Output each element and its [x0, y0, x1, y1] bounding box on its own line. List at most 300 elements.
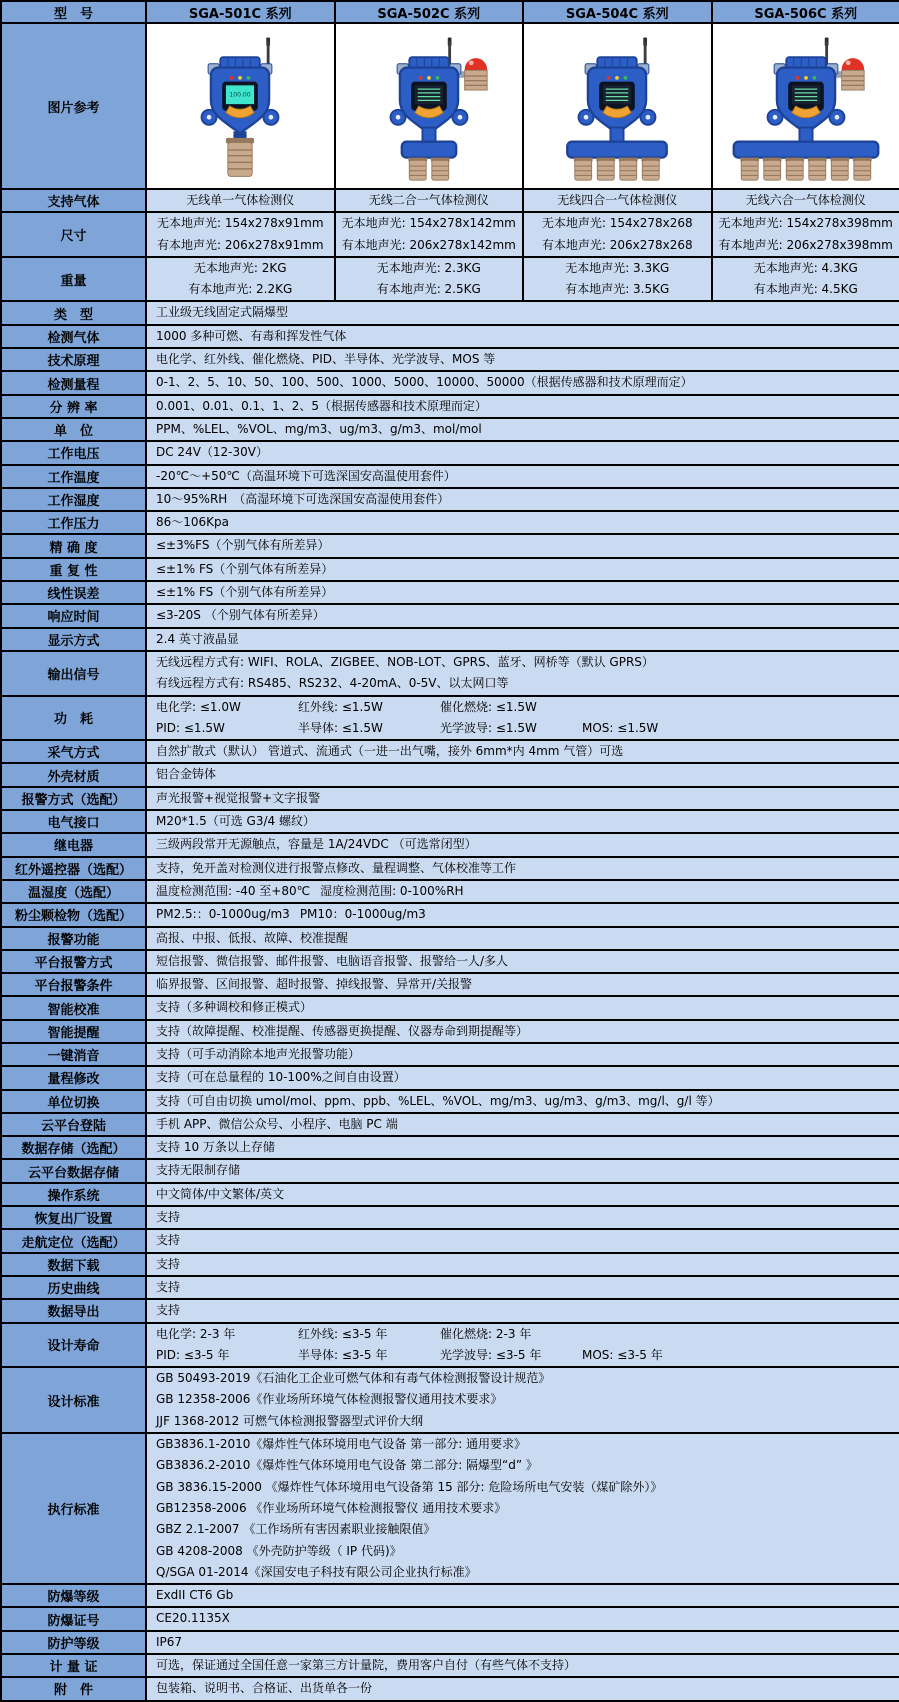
- product-image: [343, 30, 515, 182]
- product-image-cell: [146, 23, 335, 189]
- spec-value-cell: [146, 763, 899, 786]
- spec-line: [156, 605, 899, 626]
- spec-value-cell: [146, 787, 899, 810]
- table-row: [1, 950, 899, 973]
- spec-line: [156, 1411, 899, 1432]
- spec-value-cell: [146, 857, 899, 880]
- spec-text: 支持 10 万条以上存储: [156, 1137, 275, 1158]
- table-row: [1, 348, 899, 371]
- spec-text: MOS: ≤3-5 年: [582, 1345, 714, 1366]
- spec-text: M20*1.5（可选 G3/4 螺纹）: [156, 811, 315, 832]
- spec-line: [156, 673, 899, 694]
- row-label: 智能提醒: [1, 1020, 146, 1043]
- spec-value-cell: [146, 927, 899, 950]
- spec-text: GB12358-2006 《作业场所环境气体检测报警仪 通用技术要求》: [156, 1498, 506, 1519]
- svg-text:100.00: 100.00: [230, 92, 251, 99]
- spec-value-cell: [146, 371, 899, 394]
- spec-value-cell: [146, 628, 899, 651]
- spec-line: [156, 1541, 899, 1562]
- row-label: 粉尘颗检物（选配）: [1, 903, 146, 926]
- spec-line: [156, 1678, 899, 1699]
- table-row: [1, 740, 899, 763]
- model-header: SGA-506C 系列: [712, 1, 899, 23]
- spec-text: 无本地声光: 154x278x142mm: [342, 213, 516, 234]
- spec-value-cell: [146, 581, 899, 604]
- spec-line: [156, 697, 899, 718]
- spec-text: 有本地声光: 4.5KG: [754, 279, 858, 300]
- row-label: 防护等级: [1, 1631, 146, 1654]
- table-row: [1, 1159, 899, 1182]
- spec-line: [156, 652, 899, 673]
- model-header: SGA-502C 系列: [335, 1, 524, 23]
- spec-value-cell: [146, 903, 899, 926]
- spec-text: 半导体: ≤1.5W: [298, 718, 430, 739]
- spec-text: 0.001、0.01、0.1、1、2、5（根据传感器和技术原理而定）: [156, 396, 487, 417]
- table-row: [1, 973, 899, 996]
- spec-line: [156, 1160, 899, 1181]
- spec-value-cell: [146, 1276, 899, 1299]
- spec-value-cell: [712, 189, 899, 212]
- row-label: 一键消音: [1, 1043, 146, 1066]
- table-row: [1, 1677, 899, 1700]
- row-label: 工作湿度: [1, 488, 146, 511]
- spec-value-cell: [146, 1206, 899, 1229]
- spec-value-cell: [146, 1323, 899, 1368]
- row-label: 继电器: [1, 833, 146, 856]
- spec-text: 自然扩散式（默认） 管道式、流通式（一进一出气嘴，接外 6mm*内 4mm 气管）可选: [156, 741, 623, 762]
- spec-text: 手机 APP、微信公众号、小程序、电脑 PC 端: [156, 1114, 398, 1135]
- table-row: [1, 604, 899, 627]
- spec-value-cell: [146, 534, 899, 557]
- table-row: [1, 1253, 899, 1276]
- spec-text: GB3836.1-2010《爆炸性气体环境用电气设备 第一部分: 通用要求》: [156, 1434, 526, 1455]
- table-row: [1, 628, 899, 651]
- table-row: [1, 1090, 899, 1113]
- spec-text: 支持（故障提醒、校准提醒、传感器更换提醒、仪器寿命到期提醒等）: [156, 1021, 528, 1042]
- row-label: 云平台数据存储: [1, 1159, 146, 1182]
- table-row: [1, 1066, 899, 1089]
- product-image: [720, 30, 892, 182]
- spec-line: [336, 213, 523, 234]
- spec-line: [156, 372, 899, 393]
- spec-text: 铝合金铸体: [156, 764, 216, 785]
- row-label: 执行标准: [1, 1433, 146, 1584]
- spec-value-cell: [146, 1433, 899, 1584]
- spec-text: 无本地声光: 2KG: [194, 258, 287, 279]
- spec-value-cell: [146, 212, 335, 257]
- table-row: [1, 651, 899, 696]
- spec-line: [156, 997, 899, 1018]
- table-row: [1, 418, 899, 441]
- table-row: [1, 1607, 899, 1630]
- spec-text: PM10：0-1000ug/m3: [300, 904, 432, 925]
- spec-value-cell: [146, 1677, 899, 1700]
- spec-text: 三级两段常开无源触点，容量是 1A/24VDC （可选常闭型）: [156, 834, 477, 855]
- row-label: 分 辨 率: [1, 395, 146, 418]
- table-row: [1, 833, 899, 856]
- table-row: [1, 1299, 899, 1322]
- spec-value-cell: [146, 604, 899, 627]
- spec-text: 无本地声光: 4.3KG: [754, 258, 858, 279]
- table-row: [1, 558, 899, 581]
- spec-line: [156, 1091, 899, 1112]
- row-label: 走航定位（选配）: [1, 1229, 146, 1252]
- table-row: [1, 810, 899, 833]
- gas-detector-illustration: [720, 30, 892, 182]
- row-label: 尺寸: [1, 212, 146, 257]
- spec-text: 无本地声光: 3.3KG: [565, 258, 669, 279]
- table-row: [1, 189, 899, 212]
- spec-value-cell: [335, 212, 524, 257]
- row-label: 数据下载: [1, 1253, 146, 1276]
- spec-text: 临界报警、区间报警、超时报警、掉线报警、异常开/关报警: [156, 974, 472, 995]
- row-label: 报警方式（选配）: [1, 787, 146, 810]
- spec-line: [336, 235, 523, 256]
- spec-line: [156, 349, 899, 370]
- spec-line: [156, 1389, 899, 1410]
- spec-value-cell: [335, 257, 524, 302]
- spec-line: [156, 1562, 899, 1583]
- spec-value-cell: [146, 395, 899, 418]
- row-label: 工作压力: [1, 511, 146, 534]
- row-label: 防爆等级: [1, 1584, 146, 1607]
- spec-text: 中文简体/中文繁体/英文: [156, 1184, 284, 1205]
- spec-value-cell: [146, 1367, 899, 1433]
- spec-text: 工业级无线固定式隔爆型: [156, 302, 288, 323]
- row-label: 报警功能: [1, 927, 146, 950]
- row-label: 红外遥控器（选配）: [1, 857, 146, 880]
- spec-value-cell: [146, 1136, 899, 1159]
- spec-text: 支持: [156, 1277, 180, 1298]
- spec-value-cell: [146, 189, 335, 212]
- spec-line: [713, 258, 899, 279]
- spec-text: 支持（可自由切换 umol/mol、ppm、ppb、%LEL、%VOL、mg/m3、ug/m3、g/m3、mg/l、g/l 等）: [156, 1091, 720, 1112]
- spec-value-cell: [146, 325, 899, 348]
- row-label: 显示方式: [1, 628, 146, 651]
- gas-detector-illustration: [154, 30, 326, 182]
- spec-value-cell: [146, 441, 899, 464]
- row-label: 操作系统: [1, 1183, 146, 1206]
- spec-value-cell: [146, 950, 899, 973]
- spec-line: [147, 235, 334, 256]
- spec-line: [713, 213, 899, 234]
- spec-text: 支持（可手动消除本地声光报警功能）: [156, 1044, 360, 1065]
- table-row: [1, 395, 899, 418]
- spec-line: [524, 213, 711, 234]
- spec-line: [156, 1498, 899, 1519]
- spec-text: 无线单一气体检测仪: [186, 190, 294, 211]
- spec-value-cell: [523, 212, 712, 257]
- table-row: [1, 465, 899, 488]
- spec-text: Q/SGA 01-2014《深国安电子科技有限公司企业执行标准》: [156, 1562, 477, 1583]
- model-header-row: [1, 1, 899, 23]
- row-label: 防爆证号: [1, 1607, 146, 1630]
- row-label: 单位切换: [1, 1090, 146, 1113]
- spec-value-cell: [146, 1090, 899, 1113]
- spec-text: ≤±3%FS（个别气体有所差异）: [156, 535, 329, 556]
- spec-text: 有本地声光: 206x278x268: [542, 235, 693, 256]
- row-label: 数据存储（选配）: [1, 1136, 146, 1159]
- row-label: 检测量程: [1, 371, 146, 394]
- spec-value-cell: [146, 1253, 899, 1276]
- table-row: [1, 1654, 899, 1677]
- corner-label: 型 号: [1, 1, 146, 23]
- row-label: 响应时间: [1, 604, 146, 627]
- spec-text: PID: ≤3-5 年: [156, 1345, 288, 1366]
- product-image-cell: [335, 23, 524, 189]
- spec-line: [156, 1455, 899, 1476]
- spec-line: [156, 1137, 899, 1158]
- table-row: [1, 996, 899, 1019]
- row-label: 支持气体: [1, 189, 146, 212]
- spec-text: 半导体: ≤3-5 年: [298, 1345, 430, 1366]
- spec-line: [156, 834, 899, 855]
- spec-text: 支持，免开盖对检测仪进行报警点修改、量程调整、气体校准等工作: [156, 858, 516, 879]
- table-row: [1, 1043, 899, 1066]
- spec-line: [156, 718, 899, 739]
- spec-text: 1000 多种可燃、有毒和挥发性气体: [156, 326, 346, 347]
- spec-text: 无线远程方式有: WIFI、ROLA、ZIGBEE、NOB-LOT、GPRS、蓝牙、网桥等（默认 GPRS）: [156, 652, 654, 673]
- row-label: 输出信号: [1, 651, 146, 696]
- spec-value-cell: [146, 810, 899, 833]
- spec-value-cell: [146, 558, 899, 581]
- table-row: [1, 857, 899, 880]
- row-label: 精 确 度: [1, 534, 146, 557]
- spec-line: [336, 279, 523, 300]
- spec-line: [524, 235, 711, 256]
- spec-text: 高报、中报、低报、故障、校准提醒: [156, 928, 348, 949]
- row-label: 工作电压: [1, 441, 146, 464]
- table-row: [1, 1229, 899, 1252]
- spec-value-cell: [712, 212, 899, 257]
- row-label: 附 件: [1, 1677, 146, 1700]
- table-row: [1, 1206, 899, 1229]
- table-row: [1, 1323, 899, 1368]
- spec-text: ≤3-20S （个别气体有所差异）: [156, 605, 325, 626]
- spec-text: 无本地声光: 154x278x91mm: [157, 213, 324, 234]
- spec-line: [156, 326, 899, 347]
- spec-line: [336, 258, 523, 279]
- product-image: [154, 30, 326, 182]
- spec-text: 支持: [156, 1300, 180, 1321]
- gas-detector-illustration: [531, 30, 703, 182]
- spec-text: GB 3836.15-2000 《爆炸性气体环境用电气设备第 15 部分: 危险场所电气安装（煤矿除外）》: [156, 1477, 662, 1498]
- spec-line: [156, 974, 899, 995]
- spec-value-cell: [146, 465, 899, 488]
- spec-line: [156, 1655, 899, 1676]
- spec-line: [156, 1608, 899, 1629]
- spec-value-cell: [146, 1043, 899, 1066]
- spec-line: [156, 1519, 899, 1540]
- spec-text: 电化学、红外线、催化燃烧、PID、半导体、光学波导、MOS 等: [156, 349, 495, 370]
- spec-value-cell: [146, 488, 899, 511]
- spec-text: 可选，保证通过全国任意一家第三方计量院，费用客户自付（有些气体不支持）: [156, 1655, 576, 1676]
- product-image-cell: [712, 23, 899, 189]
- row-label: 计 量 证: [1, 1654, 146, 1677]
- row-label: 采气方式: [1, 740, 146, 763]
- spec-line: [156, 904, 899, 925]
- spec-text: 支持: [156, 1207, 180, 1228]
- row-label: 历史曲线: [1, 1276, 146, 1299]
- table-row: [1, 927, 899, 950]
- spec-line: [156, 302, 899, 323]
- spec-text: 有本地声光: 2.5KG: [377, 279, 481, 300]
- row-label: 数据导出: [1, 1299, 146, 1322]
- row-label: 温湿度（选配）: [1, 880, 146, 903]
- spec-text: 温度检测范围: -40 至+80℃: [156, 881, 310, 902]
- spec-line: [156, 1277, 899, 1298]
- spec-line: [156, 1254, 899, 1275]
- row-label: 检测气体: [1, 325, 146, 348]
- spec-text: IP67: [156, 1632, 182, 1653]
- spec-value-cell: [146, 651, 899, 696]
- product-image-row: [1, 23, 899, 189]
- spec-line: [156, 535, 899, 556]
- spec-text: 有线远程方式有: RS485、RS232、4-20mA、0-5V、以太网口等: [156, 673, 509, 694]
- spec-text: 电化学: ≤1.0W: [156, 697, 288, 718]
- row-label: 恢复出厂设置: [1, 1206, 146, 1229]
- row-label: 线性误差: [1, 581, 146, 604]
- spec-line: [713, 279, 899, 300]
- spec-line: [156, 1184, 899, 1205]
- spec-text: 支持（多种调校和修正模式）: [156, 997, 312, 1018]
- spec-text: 10～95%RH （高湿环境下可选深国安高湿使用套件）: [156, 489, 449, 510]
- spec-text: PPM、%LEL、%VOL、mg/m3、ug/m3、g/m3、mol/mol: [156, 419, 482, 440]
- spec-text: 光学波导: ≤3-5 年: [440, 1345, 572, 1366]
- spec-line: [156, 442, 899, 463]
- spec-value-cell: [146, 1229, 899, 1252]
- spec-line: [156, 951, 899, 972]
- spec-line: [156, 1477, 899, 1498]
- spec-line: [156, 466, 899, 487]
- table-row: [1, 581, 899, 604]
- spec-value-cell: [146, 1607, 899, 1630]
- spec-line: [156, 741, 899, 762]
- spec-text: 无线六合一气体检测仪: [746, 190, 866, 211]
- table-row: [1, 1136, 899, 1159]
- table-row: [1, 301, 899, 324]
- spec-line: [156, 1632, 899, 1653]
- spec-text: 湿度检测范围: 0-100%RH: [320, 881, 464, 902]
- row-label: 设计标准: [1, 1367, 146, 1433]
- spec-line: [147, 213, 334, 234]
- spec-value-cell: [146, 833, 899, 856]
- spec-value-cell: [146, 1066, 899, 1089]
- spec-text: DC 24V（12-30V）: [156, 442, 268, 463]
- spec-value-cell: [146, 1159, 899, 1182]
- table-row: [1, 511, 899, 534]
- spec-text: 有本地声光: 206x278x398mm: [719, 235, 893, 256]
- row-label: 外壳材质: [1, 763, 146, 786]
- spec-value-cell: [146, 996, 899, 1019]
- spec-text: 有本地声光: 206x278x142mm: [342, 235, 516, 256]
- spec-text: ExdII CT6 Gb: [156, 1585, 233, 1606]
- spec-line: [524, 279, 711, 300]
- row-label: 图片参考: [1, 23, 146, 189]
- spec-text: 无本地声光: 2.3KG: [377, 258, 481, 279]
- table-row: [1, 763, 899, 786]
- spec-table-body: [1, 1, 899, 1701]
- spec-text: 有本地声光: 206x278x91mm: [157, 235, 324, 256]
- spec-value-cell: [146, 973, 899, 996]
- model-header: SGA-501C 系列: [146, 1, 335, 23]
- row-label: 量程修改: [1, 1066, 146, 1089]
- table-row: [1, 880, 899, 903]
- spec-line: [156, 512, 899, 533]
- spec-value-cell: [712, 257, 899, 302]
- table-row: [1, 534, 899, 557]
- row-label: 设计寿命: [1, 1323, 146, 1368]
- spec-value-cell: [523, 189, 712, 212]
- spec-value-cell: [146, 418, 899, 441]
- spec-value-cell: [146, 1183, 899, 1206]
- product-image: [531, 30, 703, 182]
- spec-text: GB 50493-2019《石油化工企业可燃气体和有毒气体检测报警设计规范》: [156, 1368, 550, 1389]
- spec-line: [156, 928, 899, 949]
- row-label: 功 耗: [1, 696, 146, 741]
- table-row: [1, 212, 899, 257]
- spec-text: 催化燃烧: 2-3 年: [440, 1324, 572, 1345]
- row-label: 电气接口: [1, 810, 146, 833]
- spec-value-cell: [146, 696, 899, 741]
- spec-text: GB 12358-2006《作业场所环境气体检测报警仪通用技术要求》: [156, 1389, 502, 1410]
- spec-line: [156, 1230, 899, 1251]
- row-label: 单 位: [1, 418, 146, 441]
- spec-line: [156, 582, 899, 603]
- table-row: [1, 257, 899, 302]
- row-label: 技术原理: [1, 348, 146, 371]
- row-label: 云平台登陆: [1, 1113, 146, 1136]
- spec-line: [156, 1114, 899, 1135]
- spec-line: [156, 1345, 899, 1366]
- row-label: 重 复 性: [1, 558, 146, 581]
- row-label: 类 型: [1, 301, 146, 324]
- spec-value-cell: [335, 189, 524, 212]
- spec-text: PID: ≤1.5W: [156, 718, 288, 739]
- row-label: 平台报警方式: [1, 950, 146, 973]
- spec-text: 86～106Kpa: [156, 512, 229, 533]
- spec-text: GBZ 2.1-2007 《工作场所有害因素职业接触限值》: [156, 1519, 435, 1540]
- spec-text: ≤±1% FS（个别气体有所差异）: [156, 582, 333, 603]
- spec-line: [156, 1044, 899, 1065]
- row-label: 平台报警条件: [1, 973, 146, 996]
- row-label: 智能校准: [1, 996, 146, 1019]
- spec-text: ≤±1% FS（个别气体有所差异）: [156, 559, 333, 580]
- spec-line: [156, 396, 899, 417]
- table-row: [1, 1367, 899, 1433]
- table-row: [1, 696, 899, 741]
- spec-line: [156, 811, 899, 832]
- spec-value-cell: [146, 1654, 899, 1677]
- spec-line: [156, 629, 899, 650]
- spec-text: -20℃～+50℃（高温环境下可选深国安高温使用套件）: [156, 466, 456, 487]
- spec-value-cell: [146, 348, 899, 371]
- table-row: [1, 1020, 899, 1043]
- spec-line: [147, 258, 334, 279]
- spec-text: 催化燃烧: ≤1.5W: [440, 697, 572, 718]
- spec-text: 支持无限制存储: [156, 1160, 240, 1181]
- spec-value-cell: [146, 511, 899, 534]
- spec-text: 0-1、2、5、10、50、100、500、1000、5000、10000、50000（根据传感器和技术原理而定）: [156, 372, 693, 393]
- spec-text: 光学波导: ≤1.5W: [440, 718, 572, 739]
- spec-line: [524, 190, 711, 211]
- spec-line: [713, 190, 899, 211]
- spec-value-cell: [146, 1020, 899, 1043]
- spec-text: 无线二合一气体检测仪: [369, 190, 489, 211]
- spec-line: [156, 858, 899, 879]
- table-row: [1, 441, 899, 464]
- model-header: SGA-504C 系列: [523, 1, 712, 23]
